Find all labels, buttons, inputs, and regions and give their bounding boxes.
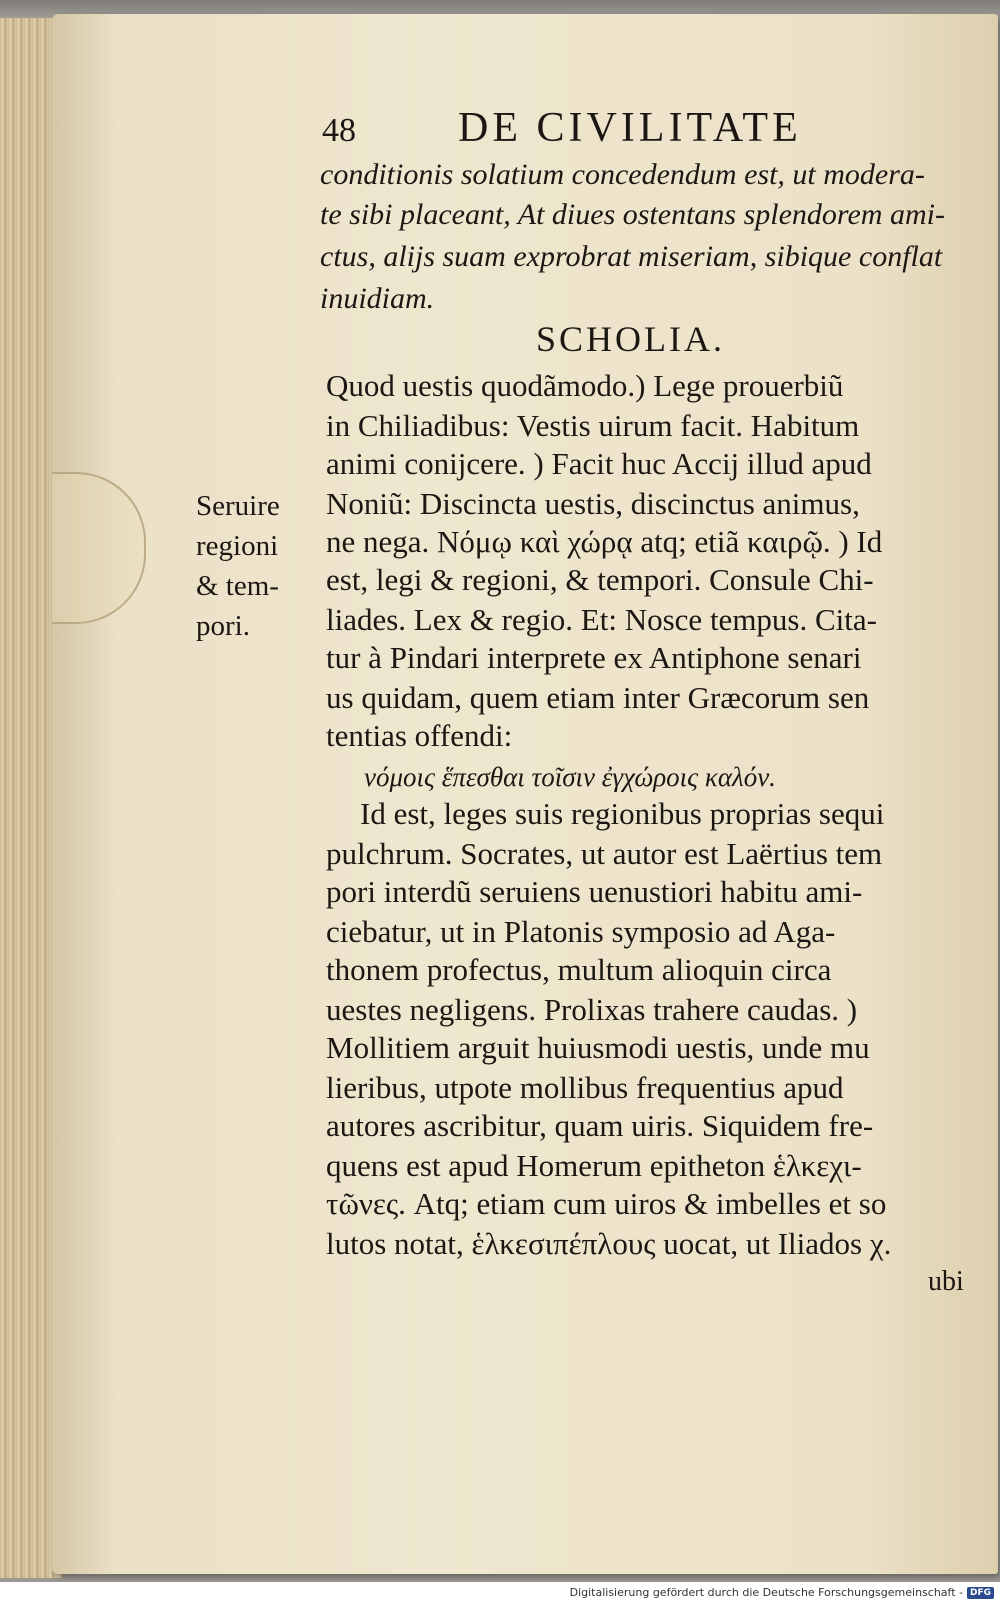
digitization-credit xyxy=(570,1586,994,1599)
scholia-line: τῶνες. Atq; etiam cum uiros & imbelles et so xyxy=(326,1186,887,1221)
scholia-line: tur à Pindari interprete ex Antiphone senari xyxy=(326,640,862,675)
margin-note-line: Seruire xyxy=(196,490,280,522)
catchword: ubi xyxy=(928,1266,964,1297)
scholia-line: Mollitiem arguit huiusmodi uestis, unde mu xyxy=(326,1030,870,1065)
margin-note-line: & tem- xyxy=(196,570,279,602)
greek-quote: νόμοις ἕπεσθαι τοῖσιν ἐγχώροις καλόν. xyxy=(364,762,776,792)
scholia-line: Quod uestis quodãmodo.) Lege prouerbiũ xyxy=(326,368,844,403)
scholia-line: ne nega. Νόμῳ καὶ χώρᾳ atq; etiã καιρῷ. ) Id xyxy=(326,524,883,559)
scholia-line: in Chiliadibus: Vestis uirum facit. Habitum xyxy=(326,408,860,443)
margin-note-line: regioni xyxy=(196,530,279,562)
scholia-line: pulchrum. Socrates, ut autor est Laërtius tem xyxy=(326,836,883,871)
scholia-line: quens est apud Homerum epitheton ἑλκεχι- xyxy=(326,1148,862,1183)
scholia-line: thonem profectus, multum alioquin circa xyxy=(326,952,832,987)
margin-note-line: pori. xyxy=(196,610,250,642)
scholia-line: uestes negligens. Prolixas trahere caudas. ) xyxy=(326,992,858,1027)
scholia-line: est, legi & regioni, & tempori. Consule Chi- xyxy=(326,562,874,597)
scholia-line: Id est, leges suis regionibus proprias sequi xyxy=(360,796,885,831)
scholia-line: ciebatur, ut in Platonis symposio ad Aga- xyxy=(326,914,836,949)
scholia-line: us quidam, quem etiam inter Græcorum sen xyxy=(326,680,870,715)
page-tab-marker xyxy=(52,472,146,624)
scholia-line: liades. Lex & regio. Et: Nosce tempus. Cita- xyxy=(326,602,877,637)
scholia-line: tentias offendi: xyxy=(326,718,513,753)
main-text-line: te sibi placeant, At diues ostentans splendorem ami- xyxy=(320,198,945,231)
running-title: DE CIVILITATE xyxy=(458,105,802,151)
scholia-line: lieribus, utpote mollibus frequentius apud xyxy=(326,1070,844,1105)
credit-text: Digitalisierung gefördert durch die Deutsche Forschungsgemeinschaft - xyxy=(569,1586,963,1599)
scholia-line: autores ascribitur, quam uiris. Siquidem fre- xyxy=(326,1108,874,1143)
scholia-line: Noniũ: Discincta uestis, discinctus animus, xyxy=(326,486,860,521)
main-text-line: conditionis solatium concedendum est, ut modera- xyxy=(320,158,925,191)
scholia-line: pori interdũ seruiens uenustiori habitu ami- xyxy=(326,874,863,909)
page-number: 48 xyxy=(322,112,356,149)
scholia-heading: SCHOLIA. xyxy=(536,319,726,359)
dfg-logo-icon[interactable]: DFG xyxy=(967,1587,994,1599)
scholia-line: animi conijcere. ) Facit huc Accij illud apud xyxy=(326,446,872,481)
main-text-line: ctus, alijs suam exprobrat miseriam, sibique conflat xyxy=(320,240,943,273)
main-text-line: inuidiam. xyxy=(320,282,435,315)
scholia-line: lutos notat, ἑλκεσιπέπλους uocat, ut Iliados χ. xyxy=(326,1226,892,1261)
